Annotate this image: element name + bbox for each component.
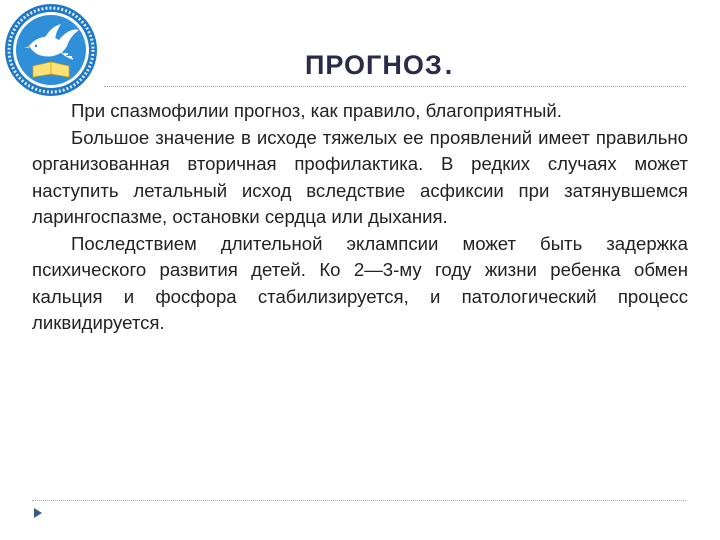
triangle-marker-icon: [33, 507, 43, 519]
bottom-divider: [32, 500, 686, 501]
slide-title: [305, 50, 453, 81]
dove-book-emblem-icon: [3, 2, 99, 98]
top-divider: [104, 86, 686, 87]
logo-emblem: [3, 2, 99, 98]
paragraph-3: Последствием длительной эклампсии может быть задержка психического развития детей. Ко 2—3-му году жизни ребенка обмен кальция и фосфора стабилизируется, и патологический процесс ликвидируется.: [32, 232, 688, 333]
paragraph-1: При спазмофилии прогноз, как правило, благоприятный.: [71, 100, 562, 121]
slide-title-text: ПРОГНОЗ: [305, 50, 443, 80]
slide-title-period: .: [444, 50, 454, 80]
slide-body: [32, 98, 688, 337]
paragraph-2: Большое значение в исходе тяжелых ее проявлений имеет правильно организованная вторичная профилактика. В редких случаях может наступить летальный исход вследствие асфиксии при затянувшемся ларингоспазме, остановки сердца или дыхания.: [32, 126, 688, 227]
